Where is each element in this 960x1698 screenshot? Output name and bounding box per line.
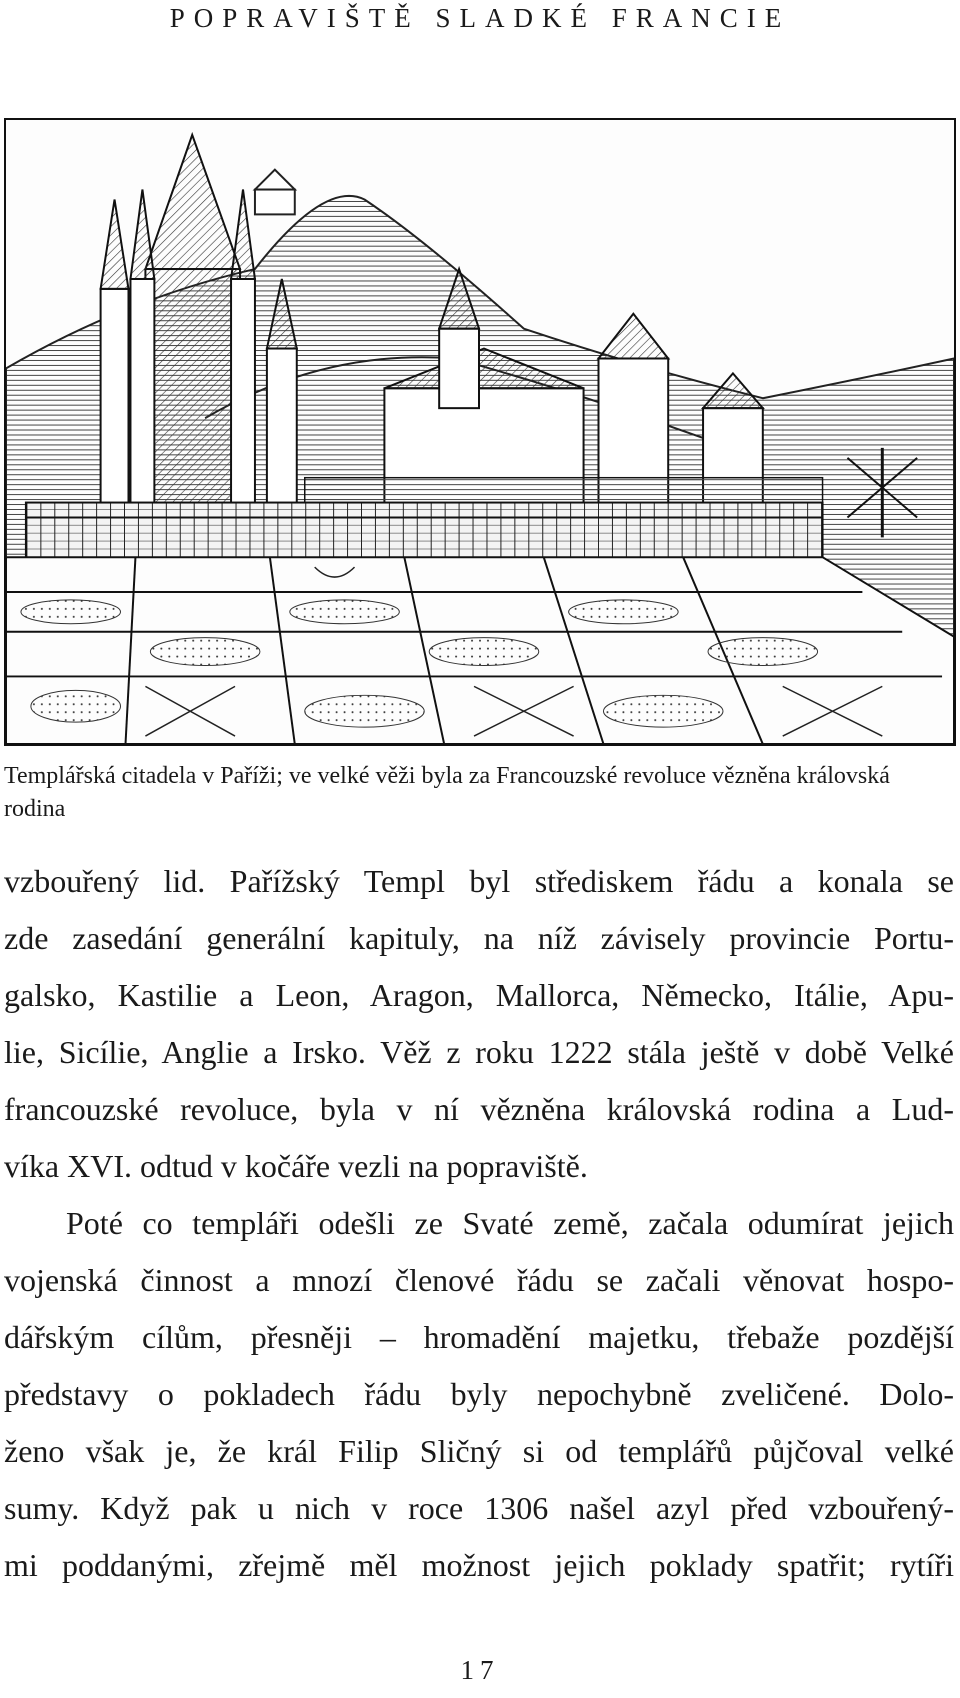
text-line: sumy. Když pak u nich v roce 1306 našel azyl před vzbouřený- bbox=[4, 1490, 954, 1526]
text-line: dářským cílům, přesněji – hromadění majetku, třebaže pozdější bbox=[4, 1319, 954, 1355]
text-line: vojenská činnost a mnozí členové řádu se začali věnovat hospo- bbox=[4, 1262, 954, 1298]
running-title: POPRAVIŠTĚ SLADKÉ FRANCIE bbox=[169, 3, 791, 33]
text-line: Poté co templáři odešli ze Svaté země, začala odumírat jejich bbox=[66, 1205, 954, 1241]
paragraph-2 bbox=[4, 1195, 954, 1594]
text-line: vzbouřený lid. Pařížský Templ byl střediskem řádu a konala se bbox=[4, 863, 954, 899]
body-text bbox=[4, 853, 954, 1594]
paragraph-1 bbox=[4, 853, 954, 1195]
text-line: galsko, Kastilie a Leon, Aragon, Mallorca, Německo, Itálie, Apu- bbox=[4, 977, 954, 1013]
figure-caption: Templářská citadela v Paříži; ve velké věži byla za Francouzské revoluce vězněna královská rodina bbox=[4, 763, 890, 822]
temple-citadel-engraving bbox=[6, 120, 954, 744]
text-line: víka XVI. odtud v kočáře vezli na popraviště. bbox=[4, 1148, 588, 1184]
text-line: lie, Sicílie, Anglie a Irsko. Věž z roku 1222 stála ještě v době Velké bbox=[4, 1034, 954, 1070]
engraving-illustration bbox=[4, 118, 956, 746]
text-line: mi poddanými, zřejmě měl možnost jejich poklady spatřit; rytíři bbox=[4, 1547, 954, 1583]
text-line: představy o pokladech řádu byly nepochybně zveličené. Dolo- bbox=[4, 1376, 954, 1412]
text-line: ženo však je, že král Filip Sličný si od templářů půjčoval velké bbox=[4, 1433, 954, 1469]
text-line: zde zasedání generální kapituly, na níž závisely provincie Portu- bbox=[4, 920, 954, 956]
page-number: 17 bbox=[460, 1655, 500, 1685]
text-line: francouzské revoluce, byla v ní vězněna královská rodina a Lud- bbox=[4, 1091, 954, 1127]
